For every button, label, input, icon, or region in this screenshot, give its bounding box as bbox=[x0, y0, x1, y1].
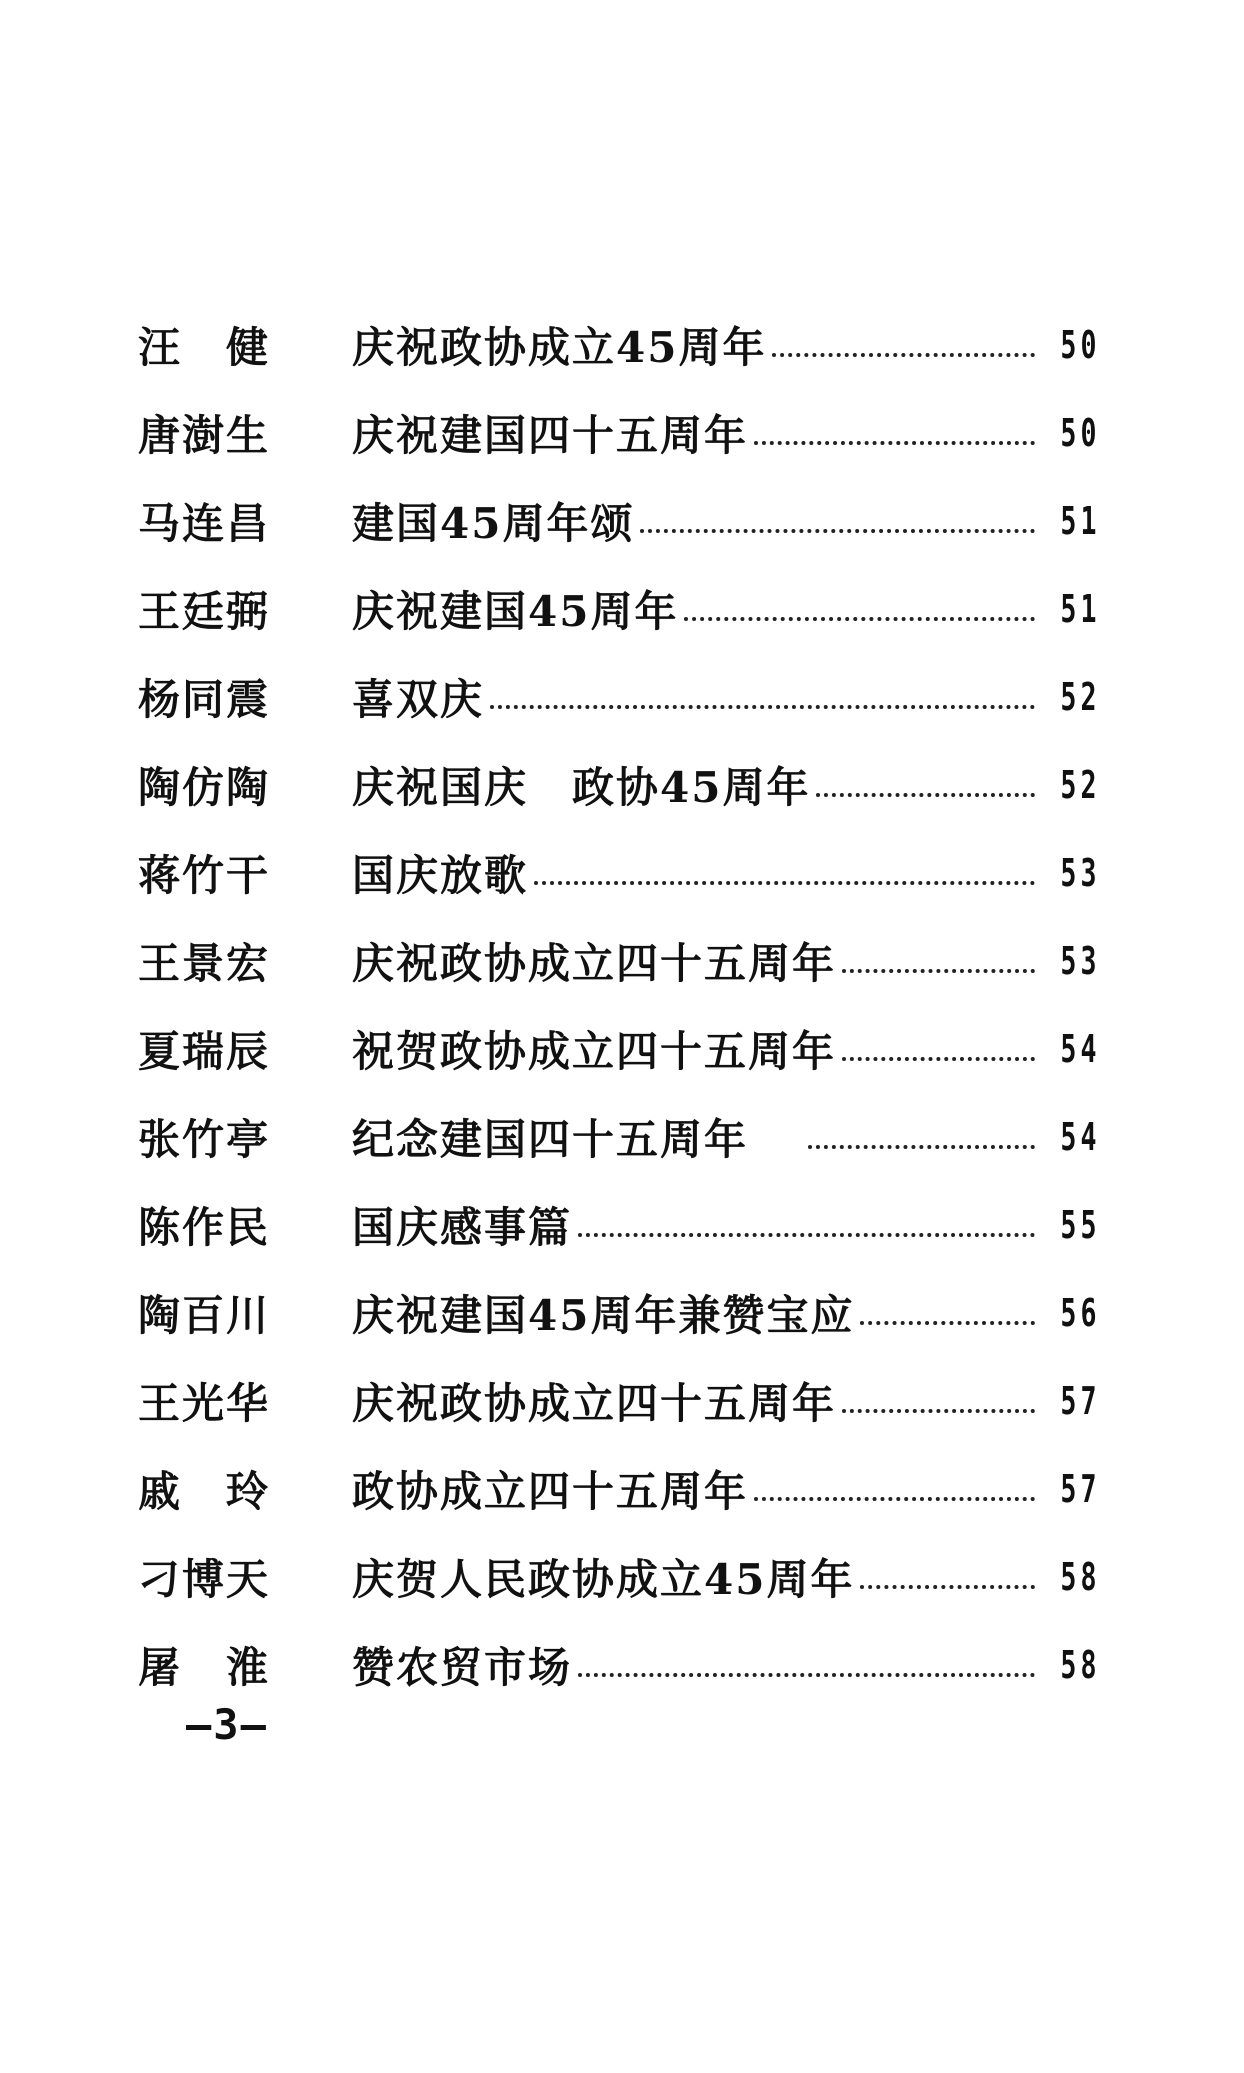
entry-page-number: 52 bbox=[1060, 763, 1101, 807]
entry-page-number: 50 bbox=[1060, 323, 1101, 367]
entry-author: 戚 玲 bbox=[138, 1467, 271, 1516]
entry-page-number: 53 bbox=[1060, 851, 1101, 895]
entry-author: 马连昌 bbox=[138, 499, 271, 548]
dot-leader bbox=[842, 1057, 1035, 1061]
entry-title-line bbox=[352, 1195, 1101, 1255]
toc-entry bbox=[0, 740, 1244, 830]
entry-title-line bbox=[352, 843, 1101, 903]
entry-title: 国庆感事篇 bbox=[352, 1203, 573, 1252]
entry-page-number: 57 bbox=[1060, 1467, 1101, 1511]
dot-leader bbox=[578, 1673, 1035, 1677]
dot-leader bbox=[754, 441, 1035, 445]
entry-author: 王廷弼 bbox=[138, 587, 271, 636]
entry-page-number: 53 bbox=[1060, 939, 1101, 983]
entry-title-line bbox=[352, 1547, 1101, 1607]
entry-page-number: 55 bbox=[1060, 1203, 1101, 1247]
toc-entry bbox=[0, 1444, 1244, 1534]
entry-title: 国庆放歌 bbox=[352, 851, 529, 900]
toc-entry bbox=[0, 1268, 1244, 1358]
entry-title-line bbox=[352, 491, 1101, 551]
toc-entry bbox=[0, 476, 1244, 566]
entry-title-line bbox=[352, 755, 1101, 815]
entry-title: 庆祝建国四十五周年 bbox=[352, 411, 749, 460]
entry-title-line bbox=[352, 1283, 1101, 1343]
entry-author: 屠 淮 bbox=[138, 1643, 271, 1692]
entry-title-line bbox=[352, 1107, 1101, 1167]
toc-entry bbox=[0, 1092, 1244, 1182]
entry-title: 庆祝建国45周年兼赞宝应 bbox=[352, 1291, 855, 1340]
page-number-footer: —3— bbox=[186, 1700, 268, 1749]
toc-entry bbox=[0, 388, 1244, 478]
toc-entry bbox=[0, 1180, 1244, 1270]
entry-title: 庆祝政协成立四十五周年 bbox=[352, 1379, 837, 1428]
entry-title: 祝贺政协成立四十五周年 bbox=[352, 1027, 837, 1076]
dot-leader bbox=[490, 705, 1035, 709]
entry-title-line bbox=[352, 931, 1101, 991]
entry-title-line bbox=[352, 315, 1101, 375]
entry-title: 喜双庆 bbox=[352, 675, 485, 724]
entry-page-number: 51 bbox=[1060, 499, 1101, 543]
dot-leader bbox=[808, 1145, 1035, 1149]
entry-author: 夏瑞辰 bbox=[138, 1027, 271, 1076]
toc-entry bbox=[0, 652, 1244, 742]
entry-author: 陶百川 bbox=[138, 1291, 271, 1340]
entry-title-line bbox=[352, 1371, 1101, 1431]
entry-title: 庆祝政协成立45周年 bbox=[352, 323, 767, 372]
dot-leader bbox=[816, 793, 1035, 797]
dot-leader bbox=[772, 353, 1035, 357]
toc-entry bbox=[0, 916, 1244, 1006]
toc-entry bbox=[0, 300, 1244, 390]
dot-leader bbox=[754, 1497, 1035, 1501]
toc-entry bbox=[0, 1620, 1244, 1710]
entry-title-line bbox=[352, 1635, 1101, 1695]
entry-title: 赞农贸市场 bbox=[352, 1643, 573, 1692]
entry-author: 杨同震 bbox=[138, 675, 271, 724]
dot-leader bbox=[842, 969, 1035, 973]
entry-author: 王光华 bbox=[138, 1379, 271, 1428]
entry-page-number: 58 bbox=[1060, 1555, 1101, 1599]
entry-author: 唐澍生 bbox=[138, 411, 271, 460]
entry-title: 庆祝国庆 政协45周年 bbox=[352, 763, 811, 812]
dot-leader bbox=[534, 881, 1035, 885]
entry-author: 刁博天 bbox=[138, 1555, 271, 1604]
entry-title: 政协成立四十五周年 bbox=[352, 1467, 749, 1516]
toc-entry bbox=[0, 564, 1244, 654]
entry-page-number: 58 bbox=[1060, 1643, 1101, 1687]
entry-title: 建国45周年颂 bbox=[352, 499, 635, 548]
entry-title-line bbox=[352, 1019, 1101, 1079]
toc-entry bbox=[0, 1532, 1244, 1622]
dot-leader bbox=[578, 1233, 1035, 1237]
entry-title-line bbox=[352, 667, 1101, 727]
entry-author: 汪 健 bbox=[138, 323, 271, 372]
entry-author: 蒋竹干 bbox=[138, 851, 271, 900]
entry-page-number: 54 bbox=[1060, 1115, 1101, 1159]
entry-page-number: 51 bbox=[1060, 587, 1101, 631]
dot-leader bbox=[860, 1585, 1035, 1589]
entry-title-line bbox=[352, 1459, 1101, 1519]
entry-title-line bbox=[352, 403, 1101, 463]
dot-leader bbox=[684, 617, 1035, 621]
entry-page-number: 56 bbox=[1060, 1291, 1101, 1335]
entry-title: 庆贺人民政协成立45周年 bbox=[352, 1555, 855, 1604]
entry-author: 陈作民 bbox=[138, 1203, 271, 1252]
entry-page-number: 57 bbox=[1060, 1379, 1101, 1423]
entry-page-number: 54 bbox=[1060, 1027, 1101, 1071]
dot-leader bbox=[860, 1321, 1035, 1325]
entry-author: 王景宏 bbox=[138, 939, 271, 988]
toc-entry bbox=[0, 828, 1244, 918]
entry-title-line bbox=[352, 579, 1101, 639]
dot-leader bbox=[640, 529, 1035, 533]
dot-leader bbox=[842, 1409, 1035, 1413]
entry-title: 庆祝建国45周年 bbox=[352, 587, 679, 636]
entry-author: 陶仿陶 bbox=[138, 763, 271, 812]
entry-title: 纪念建国四十五周年 bbox=[352, 1115, 749, 1164]
entry-page-number: 52 bbox=[1060, 675, 1101, 719]
entry-page-number: 50 bbox=[1060, 411, 1101, 455]
toc-entry bbox=[0, 1004, 1244, 1094]
toc-entry bbox=[0, 1356, 1244, 1446]
entry-title: 庆祝政协成立四十五周年 bbox=[352, 939, 837, 988]
entry-author: 张竹亭 bbox=[138, 1115, 271, 1164]
